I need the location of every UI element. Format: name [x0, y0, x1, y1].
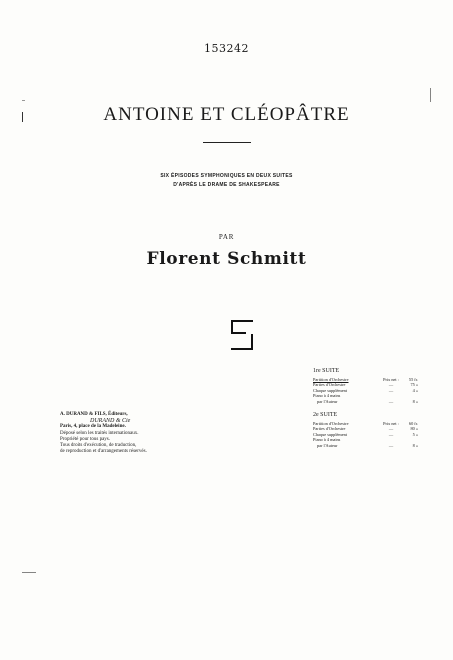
item-name: Piano à 4 mains — [313, 437, 341, 443]
item-label: — — [388, 426, 394, 432]
publisher-notice-2: Propriété pour tous pays. — [60, 436, 110, 442]
item-price: 5 » — [412, 431, 418, 437]
publisher-notice-4: de reproduction et d'arrangements réservés. — [60, 449, 147, 455]
catalog-number: 153242 — [204, 42, 249, 55]
suite-1-price-list — [313, 368, 418, 404]
item-price: 55 fr. — [408, 377, 418, 382]
scan-mark — [22, 112, 23, 122]
composer-name: Florent Schmitt — [146, 249, 307, 269]
publisher-notice-3: Tous droits d'exécution, de traduction, — [60, 443, 137, 449]
item-price: 8 » — [412, 442, 418, 448]
publisher-signature: DURAND & Cie — [90, 418, 131, 425]
suite-2-price-list — [313, 412, 418, 448]
item-name: Chaque supplément — [313, 387, 348, 393]
item-price: 80 » — [410, 426, 418, 432]
scan-mark — [430, 88, 431, 102]
scan-mark — [22, 572, 36, 573]
publisher-address: Paris, 4, place de la Madeleine. — [60, 424, 126, 430]
suite-1-heading: 1re SUITE — [313, 368, 340, 374]
by-label: PAR — [218, 233, 235, 241]
durand-monogram-logo — [229, 318, 255, 352]
suite-2-heading: 2e SUITE — [313, 412, 338, 418]
item-price: 60 fr. — [408, 421, 418, 426]
subtitle-line-1: SIX ÉPISODES SYMPHONIQUES EN DEUX SUITES — [160, 173, 293, 179]
item-label: Prix net : — [383, 421, 399, 426]
item-name: par l'Auteur — [317, 398, 338, 404]
item-name: par l'Auteur — [317, 442, 338, 448]
item-name: Parties d'Orchestre — [313, 426, 346, 432]
scan-mark — [22, 100, 25, 101]
item-label: — — [388, 398, 394, 404]
item-name: Chaque supplément — [313, 431, 348, 437]
publisher-name: A. DURAND & FILS, Éditeurs, — [60, 412, 128, 417]
item-price: 8 » — [412, 398, 418, 404]
title-rule — [203, 142, 251, 143]
item-label: Prix net : — [383, 377, 399, 382]
item-name: Partition d'Orchestre — [313, 421, 349, 426]
item-label: — — [388, 442, 394, 448]
subtitle-line-2: D'APRÈS LE DRAME DE SHAKESPEARE — [173, 182, 280, 188]
item-price: 75 » — [410, 382, 418, 388]
item-name: Piano à 4 mains — [313, 393, 341, 399]
item-name: Partition d'Orchestre — [313, 377, 349, 382]
publisher-notice-1: Déposé selon les traités internationaux. — [60, 430, 139, 436]
price-row — [313, 399, 418, 404]
item-price: 4 » — [412, 387, 418, 393]
price-row — [313, 443, 418, 448]
item-name: Parties d'Orchestre — [313, 382, 346, 388]
item-label: — — [388, 382, 394, 388]
item-label: — — [388, 387, 394, 393]
work-title: ANTOINE ET CLÉOPÂTRE — [103, 104, 350, 125]
publisher-block — [60, 412, 210, 455]
item-label: — — [388, 431, 394, 437]
